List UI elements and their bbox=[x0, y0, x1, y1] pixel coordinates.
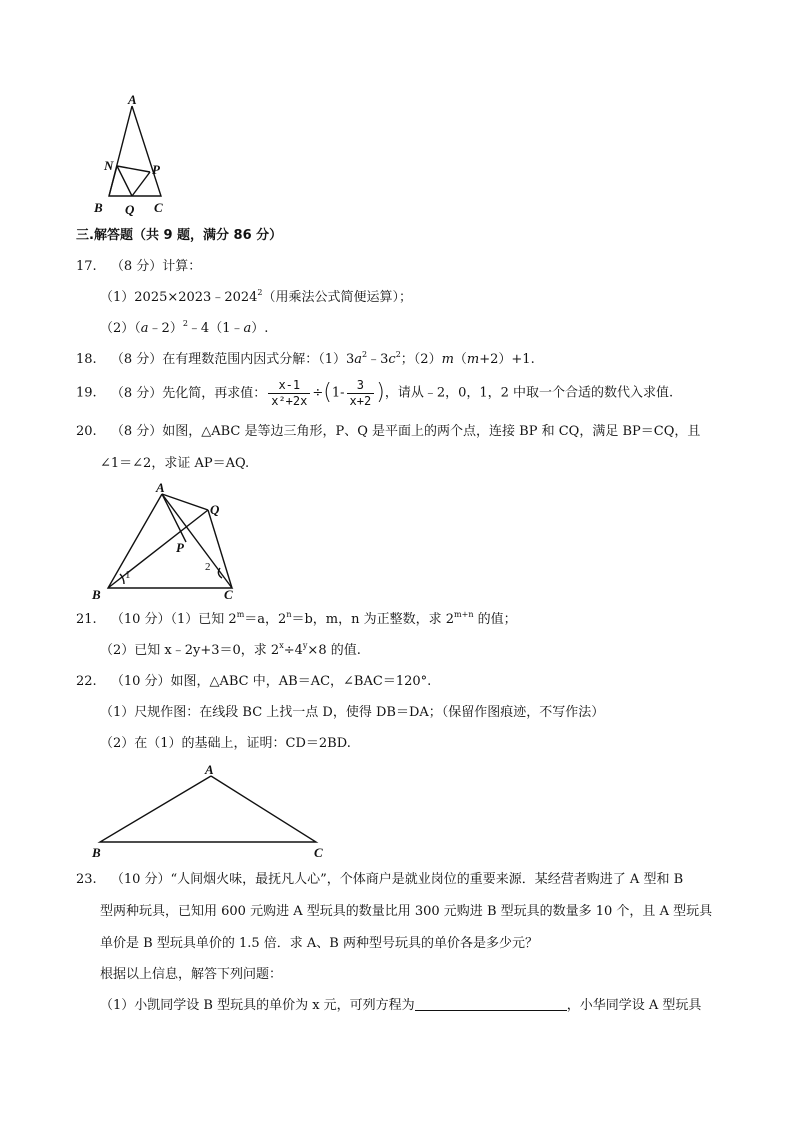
fig1-label-c: C bbox=[154, 200, 163, 215]
q18-number: 18. bbox=[76, 352, 97, 367]
q19-frac2-numerator: 3 bbox=[347, 378, 375, 394]
q19-fraction-1 bbox=[268, 378, 310, 409]
q17-score: （8 分）计算： bbox=[110, 259, 202, 274]
q21-number: 21. bbox=[76, 612, 97, 627]
q23-text-line1: （10 分）“人间烟火味，最抚凡人心”，个体商户是就业岗位的重要来源．某经营者购进了 A 型和 B bbox=[110, 872, 684, 887]
q19-text-b: ，请从﹣2，0，1，2 中取一个合适的数代入求值. bbox=[384, 385, 674, 401]
q22-line2: （1）尺规作图：在线段 BC 上找一点 D，使得 DB＝DA；（保留作图痕迹，不写作法） bbox=[100, 705, 605, 720]
q19-paren-open: ( bbox=[323, 380, 332, 405]
q17-part1-text: （1）2025×2023﹣2024 bbox=[100, 290, 258, 305]
figure-obtuse-triangle-abc bbox=[88, 760, 328, 860]
q19-one-minus: 1- bbox=[331, 385, 345, 401]
fig2-label-c: C bbox=[224, 587, 233, 602]
fig2-angle-1: 1 bbox=[125, 569, 131, 581]
q22-number: 22. bbox=[76, 674, 97, 689]
q17-part2-text-a: （2）（ bbox=[100, 321, 141, 336]
fig2-label-b: B bbox=[92, 587, 101, 602]
fig2-label-p: P bbox=[176, 540, 184, 555]
q21-exp-mn: m+n bbox=[454, 610, 474, 619]
q17-part2-text-c: ﹣4（1﹣ bbox=[187, 321, 244, 336]
q17-part2-text-d: ）. bbox=[251, 321, 269, 336]
q19-divide-sign: ÷ bbox=[312, 385, 324, 401]
fig2-label-a: A bbox=[156, 480, 165, 495]
q19-number: 19. bbox=[76, 385, 97, 401]
q18-var-c: c bbox=[388, 352, 396, 367]
q18-exp-a: 2 bbox=[362, 350, 368, 359]
q23-line2: 型两种玩具，已知用 600 元购进 A 型玩具的数量比用 300 元购进 B 型玩具的数量多 10 个，且 A 型玩具 bbox=[100, 904, 713, 919]
q21-line2 bbox=[100, 642, 361, 660]
fig3-label-b: B bbox=[92, 845, 101, 860]
q21-line2-exp-x: x bbox=[279, 641, 284, 650]
fig1-label-q: Q bbox=[125, 202, 135, 217]
q18-text-d: （ bbox=[453, 352, 467, 367]
q21-line2-text-c: ×8 的值. bbox=[307, 643, 361, 658]
q17-part2-var2: a bbox=[243, 321, 252, 336]
q19-fraction-2 bbox=[347, 378, 375, 409]
q20-text-line1: （8 分）如图，△ABC 是等边三角形，P、Q 是平面上的两个点，连接 BP 和 CQ，满足 BP＝CQ，且 bbox=[110, 424, 701, 439]
q23-line1 bbox=[76, 871, 683, 889]
q18-var-m2: m bbox=[466, 352, 480, 367]
q18-exp-c: 2 bbox=[395, 350, 401, 359]
q17-part2-exponent: 2 bbox=[182, 319, 188, 328]
fig1-label-p: P bbox=[152, 162, 160, 177]
q23-number: 23. bbox=[76, 872, 97, 887]
q17-part1-note: （用乘法公式简便运算）； bbox=[262, 290, 413, 305]
fig1-label-b: B bbox=[94, 200, 103, 215]
q21-line2-exp-y: y bbox=[302, 641, 308, 650]
figure-equilateral-triangle-pq bbox=[88, 478, 248, 602]
q21-line1 bbox=[76, 611, 517, 629]
q17-part2-text-b: ﹣2） bbox=[148, 321, 183, 336]
q21-text-b: ＝a，2 bbox=[244, 612, 287, 627]
q23-line5-text-a: （1）小凯同学设 B 型玩具的单价为 x 元，可列方程为 bbox=[100, 998, 415, 1013]
q23-line5-text-b: ，小华同学设 A 型玩具 bbox=[566, 998, 702, 1013]
q17-part2-var: a bbox=[140, 321, 149, 336]
q17-part2 bbox=[100, 320, 268, 338]
q21-text-a: （10 分）（1）已知 2 bbox=[110, 612, 237, 627]
q18-line bbox=[76, 351, 535, 369]
q23-answer-blank[interactable] bbox=[415, 997, 567, 1011]
fig1-label-a: A bbox=[128, 92, 137, 107]
q21-exp-m: m bbox=[236, 610, 245, 619]
q20-line1 bbox=[76, 423, 700, 441]
fig3-label-a: A bbox=[205, 762, 214, 777]
fig3-label-c: C bbox=[314, 845, 323, 860]
q21-line2-text-b: ÷4 bbox=[283, 643, 303, 658]
q19-paren-close: ) bbox=[376, 380, 385, 405]
q23-line5 bbox=[100, 997, 701, 1015]
q18-var-a: a bbox=[354, 352, 363, 367]
section-title: 三.解答题（共 9 题，满分 86 分） bbox=[76, 228, 283, 243]
q20-number: 20. bbox=[76, 424, 97, 439]
q23-line4: 根据以上信息，解答下列问题： bbox=[100, 967, 283, 982]
q18-text-a: （8 分）在有理数范围内因式分解：（1）3 bbox=[110, 352, 355, 367]
q20-line2: ∠1＝∠2，求证 AP＝AQ. bbox=[100, 456, 250, 471]
q17-part1 bbox=[100, 289, 412, 307]
q18-text-b: ﹣3 bbox=[367, 352, 389, 367]
q17-part1-exponent: 2 bbox=[257, 288, 263, 297]
q21-line2-text-a: （2）已知 x﹣2y+3＝0，求 2 bbox=[100, 643, 280, 658]
q23-line3: 单价是 B 型玩具单价的 1.5 倍．求 A、B 两种型号玩具的单价各是多少元？ bbox=[100, 936, 538, 951]
q18-text-e: +2）+1. bbox=[479, 352, 535, 367]
q18-var-m1: m bbox=[441, 352, 454, 367]
q21-text-c: ＝b，m，n 为正整数，求 2 bbox=[291, 612, 455, 627]
q19-frac1-denominator: x²+2x bbox=[271, 393, 308, 408]
fig2-label-q: Q bbox=[210, 502, 220, 517]
fig2-angle-2: 2 bbox=[205, 561, 211, 573]
figure-triangle-anpqbc bbox=[88, 92, 178, 218]
q21-text-d: 的值； bbox=[473, 612, 517, 627]
q21-exp-n: n bbox=[286, 610, 292, 619]
q19-frac2-denominator: x+2 bbox=[349, 393, 372, 408]
q19-line bbox=[76, 376, 673, 411]
q18-text-c: ；（2） bbox=[400, 352, 442, 367]
fig1-label-n: N bbox=[104, 158, 114, 173]
q22-line3: （2）在（1）的基础上，证明：CD＝2BD. bbox=[100, 736, 351, 751]
q17-number: 17. bbox=[76, 259, 97, 274]
q19-frac1-numerator: x-1 bbox=[268, 378, 310, 394]
q22-line1 bbox=[76, 673, 431, 691]
q22-text-line1: （10 分）如图，△ABC 中，AB＝AC，∠BAC＝120°. bbox=[110, 674, 432, 689]
q17-header bbox=[76, 258, 201, 276]
q19-text-a: （8 分）先化简，再求值： bbox=[110, 385, 267, 401]
